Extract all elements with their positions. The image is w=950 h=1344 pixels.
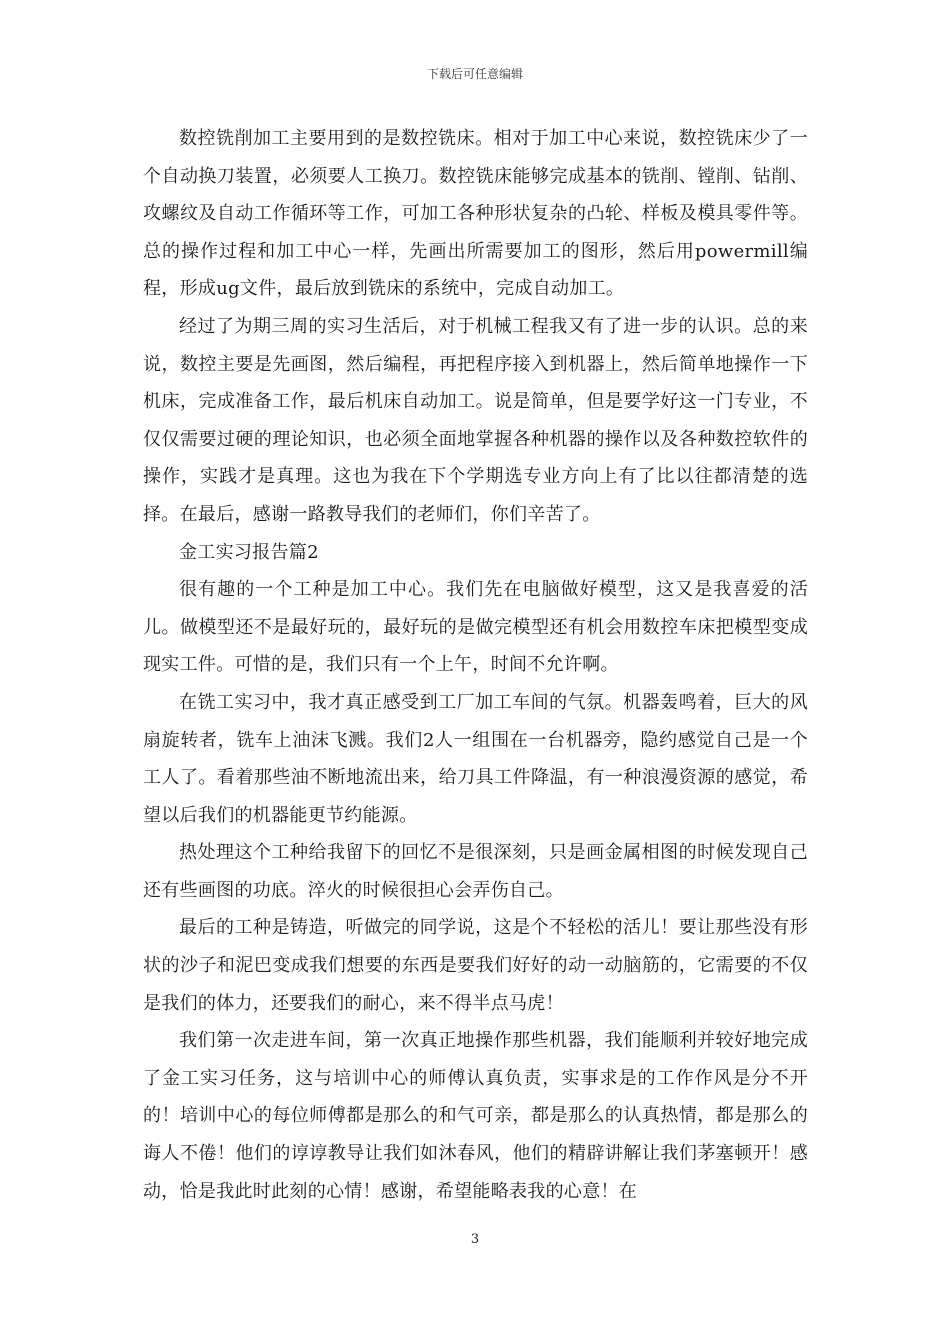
paragraph-heat-treatment: 热处理这个工种给我留下的回忆不是很深刻，只是画金属相图的时候发现自己还有些画图的功底。淬火的时候很担心会弄伤自己。 xyxy=(143,842,808,901)
paragraph-gratitude: 我们第一次走进车间，第一次真正地操作那些机器，我们能顺利并较好地完成了金工实习任务，这与培训中心的师傅认真负责，实事求是的工作作风是分不开的！培训中心的每位师傅都是那么的和气可亲，都是那么的认真热情，都是那么的诲人不倦！他们的谆谆教导让我们如沐春风，他们的精辟讲解让我们茅塞顿开！感动，恰是我此时此刻的心情！感谢，希望能略表我的心意！在 xyxy=(143,1030,808,1202)
document-body xyxy=(143,120,808,1210)
page-number: 3 xyxy=(470,1232,480,1247)
paragraph-casting: 最后的工种是铸造，听做完的同学说，这是个不轻松的活儿！要让那些没有形状的沙子和泥巴变成我们想要的东西是要我们好好的动一动脑筋的，它需要的不仅是我们的体力，还要我们的耐心，来不得半点马虎！ xyxy=(143,917,808,1014)
paragraph-milling-practice: 在铣工实习中，我才真正感受到工厂加工车间的气氛。机器轰鸣着，巨大的风扇旋转者，铣车上油沫飞溅。我们2人一组围在一台机器旁，隐约感觉自己是一个工人了。看着那些油不断地流出来，给刀具工件降温，有一种浪漫资源的感觉，希望以后我们的机器能更节约能源。 xyxy=(143,691,808,826)
section-heading: 金工实习报告篇2 xyxy=(179,541,319,563)
paragraph-machining-center: 很有趣的一个工种是加工中心。我们先在电脑做好模型，这又是我喜爱的活儿。做模型还不是最好玩的，最好玩的是做完模型还有机会用数控车床把模型变成现实工件。可惜的是，我们只有一个上午，时间不允许啊。 xyxy=(143,579,808,676)
paragraph-summary: 经过了为期三周的实习生活后，对于机械工程我又有了进一步的认识。总的来说，数控主要是先画图，然后编程，再把程序接入到机器上，然后简单地操作一下机床，完成准备工作，最后机床自动加工。说是简单，但是要学好这一门专业，不仅仅需要过硬的理论知识，也必须全面地掌握各种机器的操作以及各种数控软件的操作，实践才是真理。这也为我在下个学期选专业方向上有了比以往都清楚的选择。在最后，感谢一路教导我们的老师们，你们辛苦了。 xyxy=(143,315,808,525)
paragraph-cnc-milling: 数控铣削加工主要用到的是数控铣床。相对于加工中心来说，数控铣床少了一个自动换刀装置，必须要人工换刀。数控铣床能够完成基本的铣削、镗削、钻削、攻螺纹及自动工作循环等工作，可加工各种形状复杂的凸轮、样板及模具零件等。总的操作过程和加工中心一样，先画出所需要加工的图形，然后用powermill编程，形成ug文件，最后放到铣床的系统中，完成自动加工。 xyxy=(143,128,808,300)
page-header: 下载后可任意编辑 xyxy=(426,67,523,81)
